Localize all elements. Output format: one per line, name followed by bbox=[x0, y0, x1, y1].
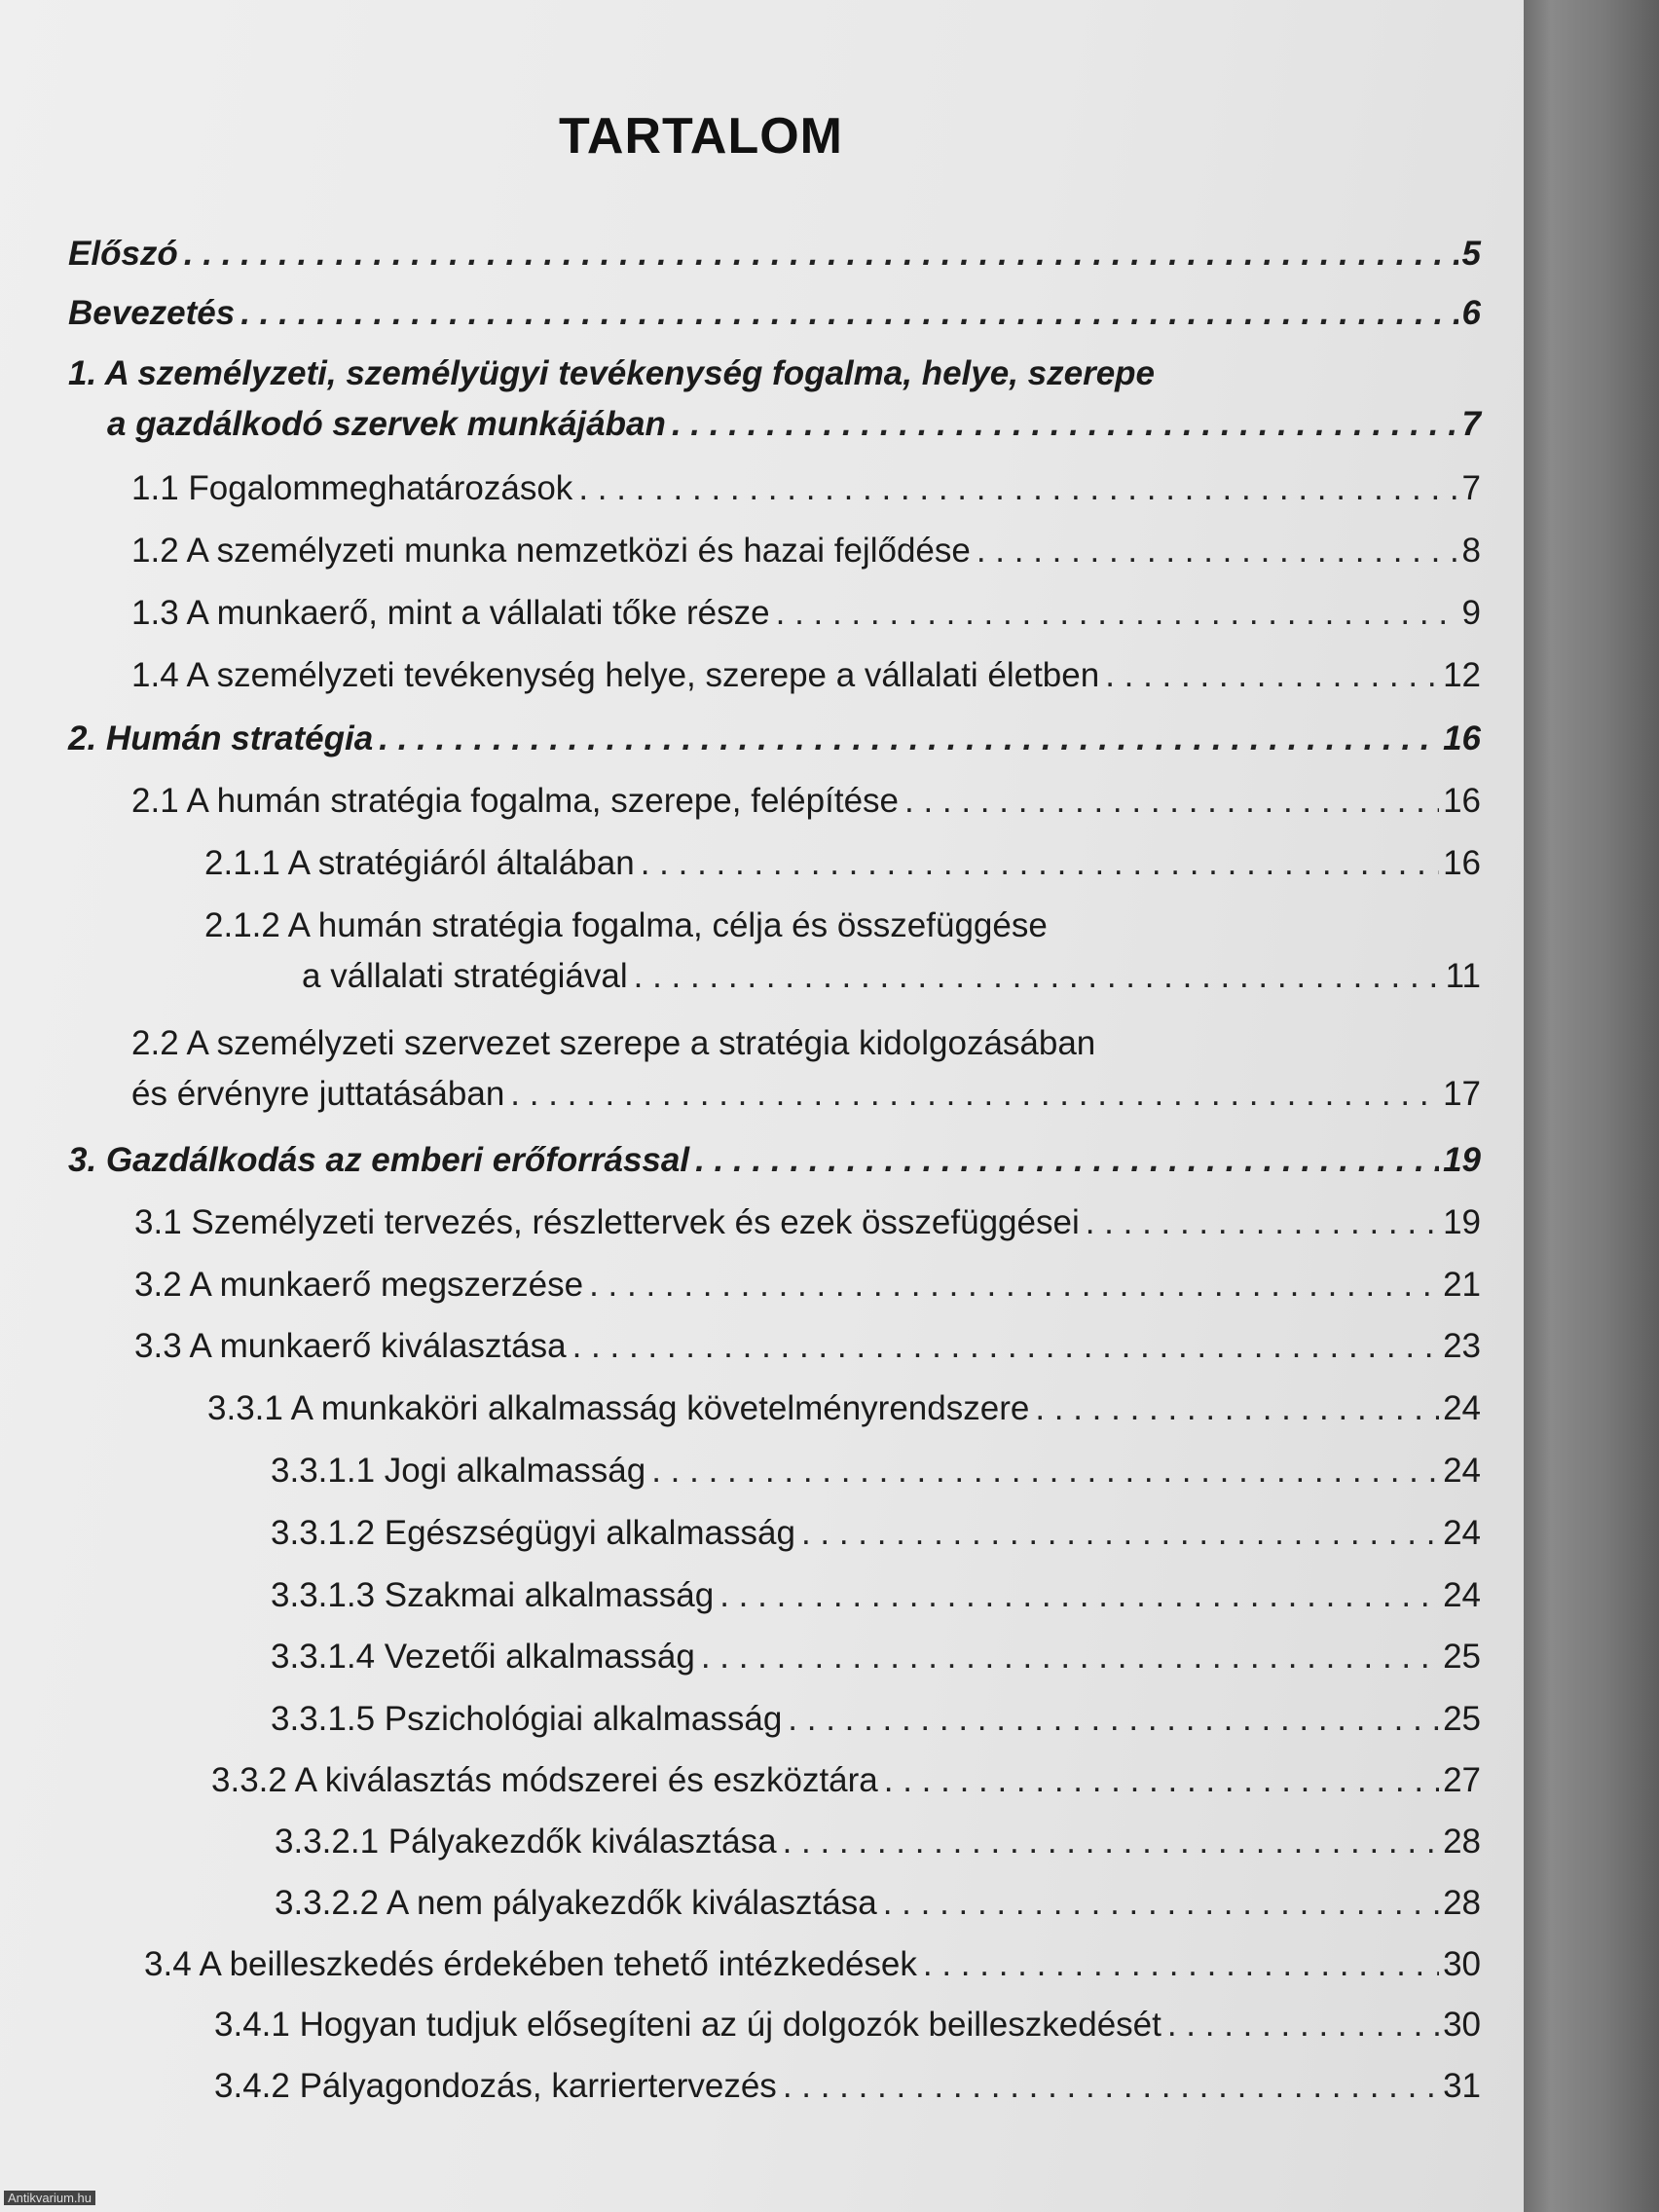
toc-entry-2-2: 2.2 A személyzeti szervezet szerepe a stratégia kidolgozásában és érvényre juttatásában . . . 17 bbox=[131, 1018, 1481, 1120]
book-spine bbox=[1524, 0, 1659, 2212]
toc-entry-3-3: 3.3 A munkaerő kiválasztása . . . 23 bbox=[134, 1321, 1481, 1372]
toc-entry-3-3-2-2: 3.3.2.2 A nem pályakezdők kiválasztása . . . 28 bbox=[275, 1878, 1481, 1929]
toc-entry-3-3-2-1: 3.3.2.1 Pályakezdők kiválasztása . . . 28 bbox=[275, 1817, 1481, 1867]
toc-entry-1-2: 1.2 A személyzeti munka nemzetközi és hazai fejlődése . . . 8 bbox=[131, 526, 1481, 576]
toc-entry-1-4: 1.4 A személyzeti tevékenység helye, szerepe a vállalati életben . . . 12 bbox=[131, 650, 1481, 701]
page-title: TARTALOM bbox=[559, 108, 843, 165]
toc-entry-1-1: 1.1 Fogalommeghatározások . . . 7 bbox=[131, 463, 1481, 514]
toc-entry-2-1-2: 2.1.2 A humán stratégia fogalma, célja és összefüggése a vállalati stratégiával . . . 11 bbox=[204, 901, 1481, 1002]
toc-entry-bevezetes: Bevezetés . . . 6 bbox=[68, 288, 1481, 339]
toc-entry-3-4: 3.4 A beilleszkedés érdekében tehető intézkedések . . . 30 bbox=[144, 1939, 1481, 1990]
toc-entry-3-3-1: 3.3.1 A munkaköri alkalmasság követelményrendszere . . . 24 bbox=[207, 1383, 1481, 1434]
toc-entry-3-1: 3.1 Személyzeti tervezés, részlettervek és ezek összefüggései . . . 19 bbox=[134, 1198, 1481, 1248]
toc-entry-2-1: 2.1 A humán stratégia fogalma, szerepe, felépítése . . . 16 bbox=[131, 776, 1481, 827]
toc-entry-3-3-2: 3.3.2 A kiválasztás módszerei és eszköztára . . . 27 bbox=[211, 1755, 1481, 1806]
toc-entry-3-3-1-3: 3.3.1.3 Szakmai alkalmasság . . . 24 bbox=[271, 1570, 1481, 1621]
toc-entry-3-4-1: 3.4.1 Hogyan tudjuk elősegíteni az új dolgozók beilleszkedését . . . 30 bbox=[214, 2000, 1481, 2050]
toc-entry-eloszo: Előszó . . . 5 bbox=[68, 229, 1481, 279]
toc-entry-chapter-3: 3. Gazdálkodás az emberi erőforrással . . . 19 bbox=[68, 1135, 1481, 1186]
toc-entry-3-2: 3.2 A munkaerő megszerzése . . . 21 bbox=[134, 1260, 1481, 1310]
toc-entry-chapter-2: 2. Humán stratégia . . . 16 bbox=[68, 714, 1481, 764]
toc-entry-2-1-1: 2.1.1 A stratégiáról általában . . . 16 bbox=[204, 838, 1481, 889]
watermark-footer: Antikvarium.hu bbox=[4, 2191, 95, 2205]
toc-entry-1-3: 1.3 A munkaerő, mint a vállalati tőke része . . . 9 bbox=[131, 588, 1481, 639]
toc-entry-3-3-1-2: 3.3.1.2 Egészségügyi alkalmasság . . . 24 bbox=[271, 1508, 1481, 1559]
toc-entry-3-3-1-1: 3.3.1.1 Jogi alkalmasság . . . 24 bbox=[271, 1446, 1481, 1496]
toc-entry-chapter-1: 1. A személyzeti, személyügyi tevékenység fogalma, helye, szerepe a gazdálkodó szervek munkájában . . . 7 bbox=[68, 349, 1481, 450]
toc-entry-3-4-2: 3.4.2 Pályagondozás, karriertervezés . . . 31 bbox=[214, 2061, 1481, 2112]
toc-entry-3-3-1-4: 3.3.1.4 Vezetői alkalmasság . . . 25 bbox=[271, 1632, 1481, 1682]
toc-entry-3-3-1-5: 3.3.1.5 Pszichológiai alkalmasság . . . 25 bbox=[271, 1694, 1481, 1745]
